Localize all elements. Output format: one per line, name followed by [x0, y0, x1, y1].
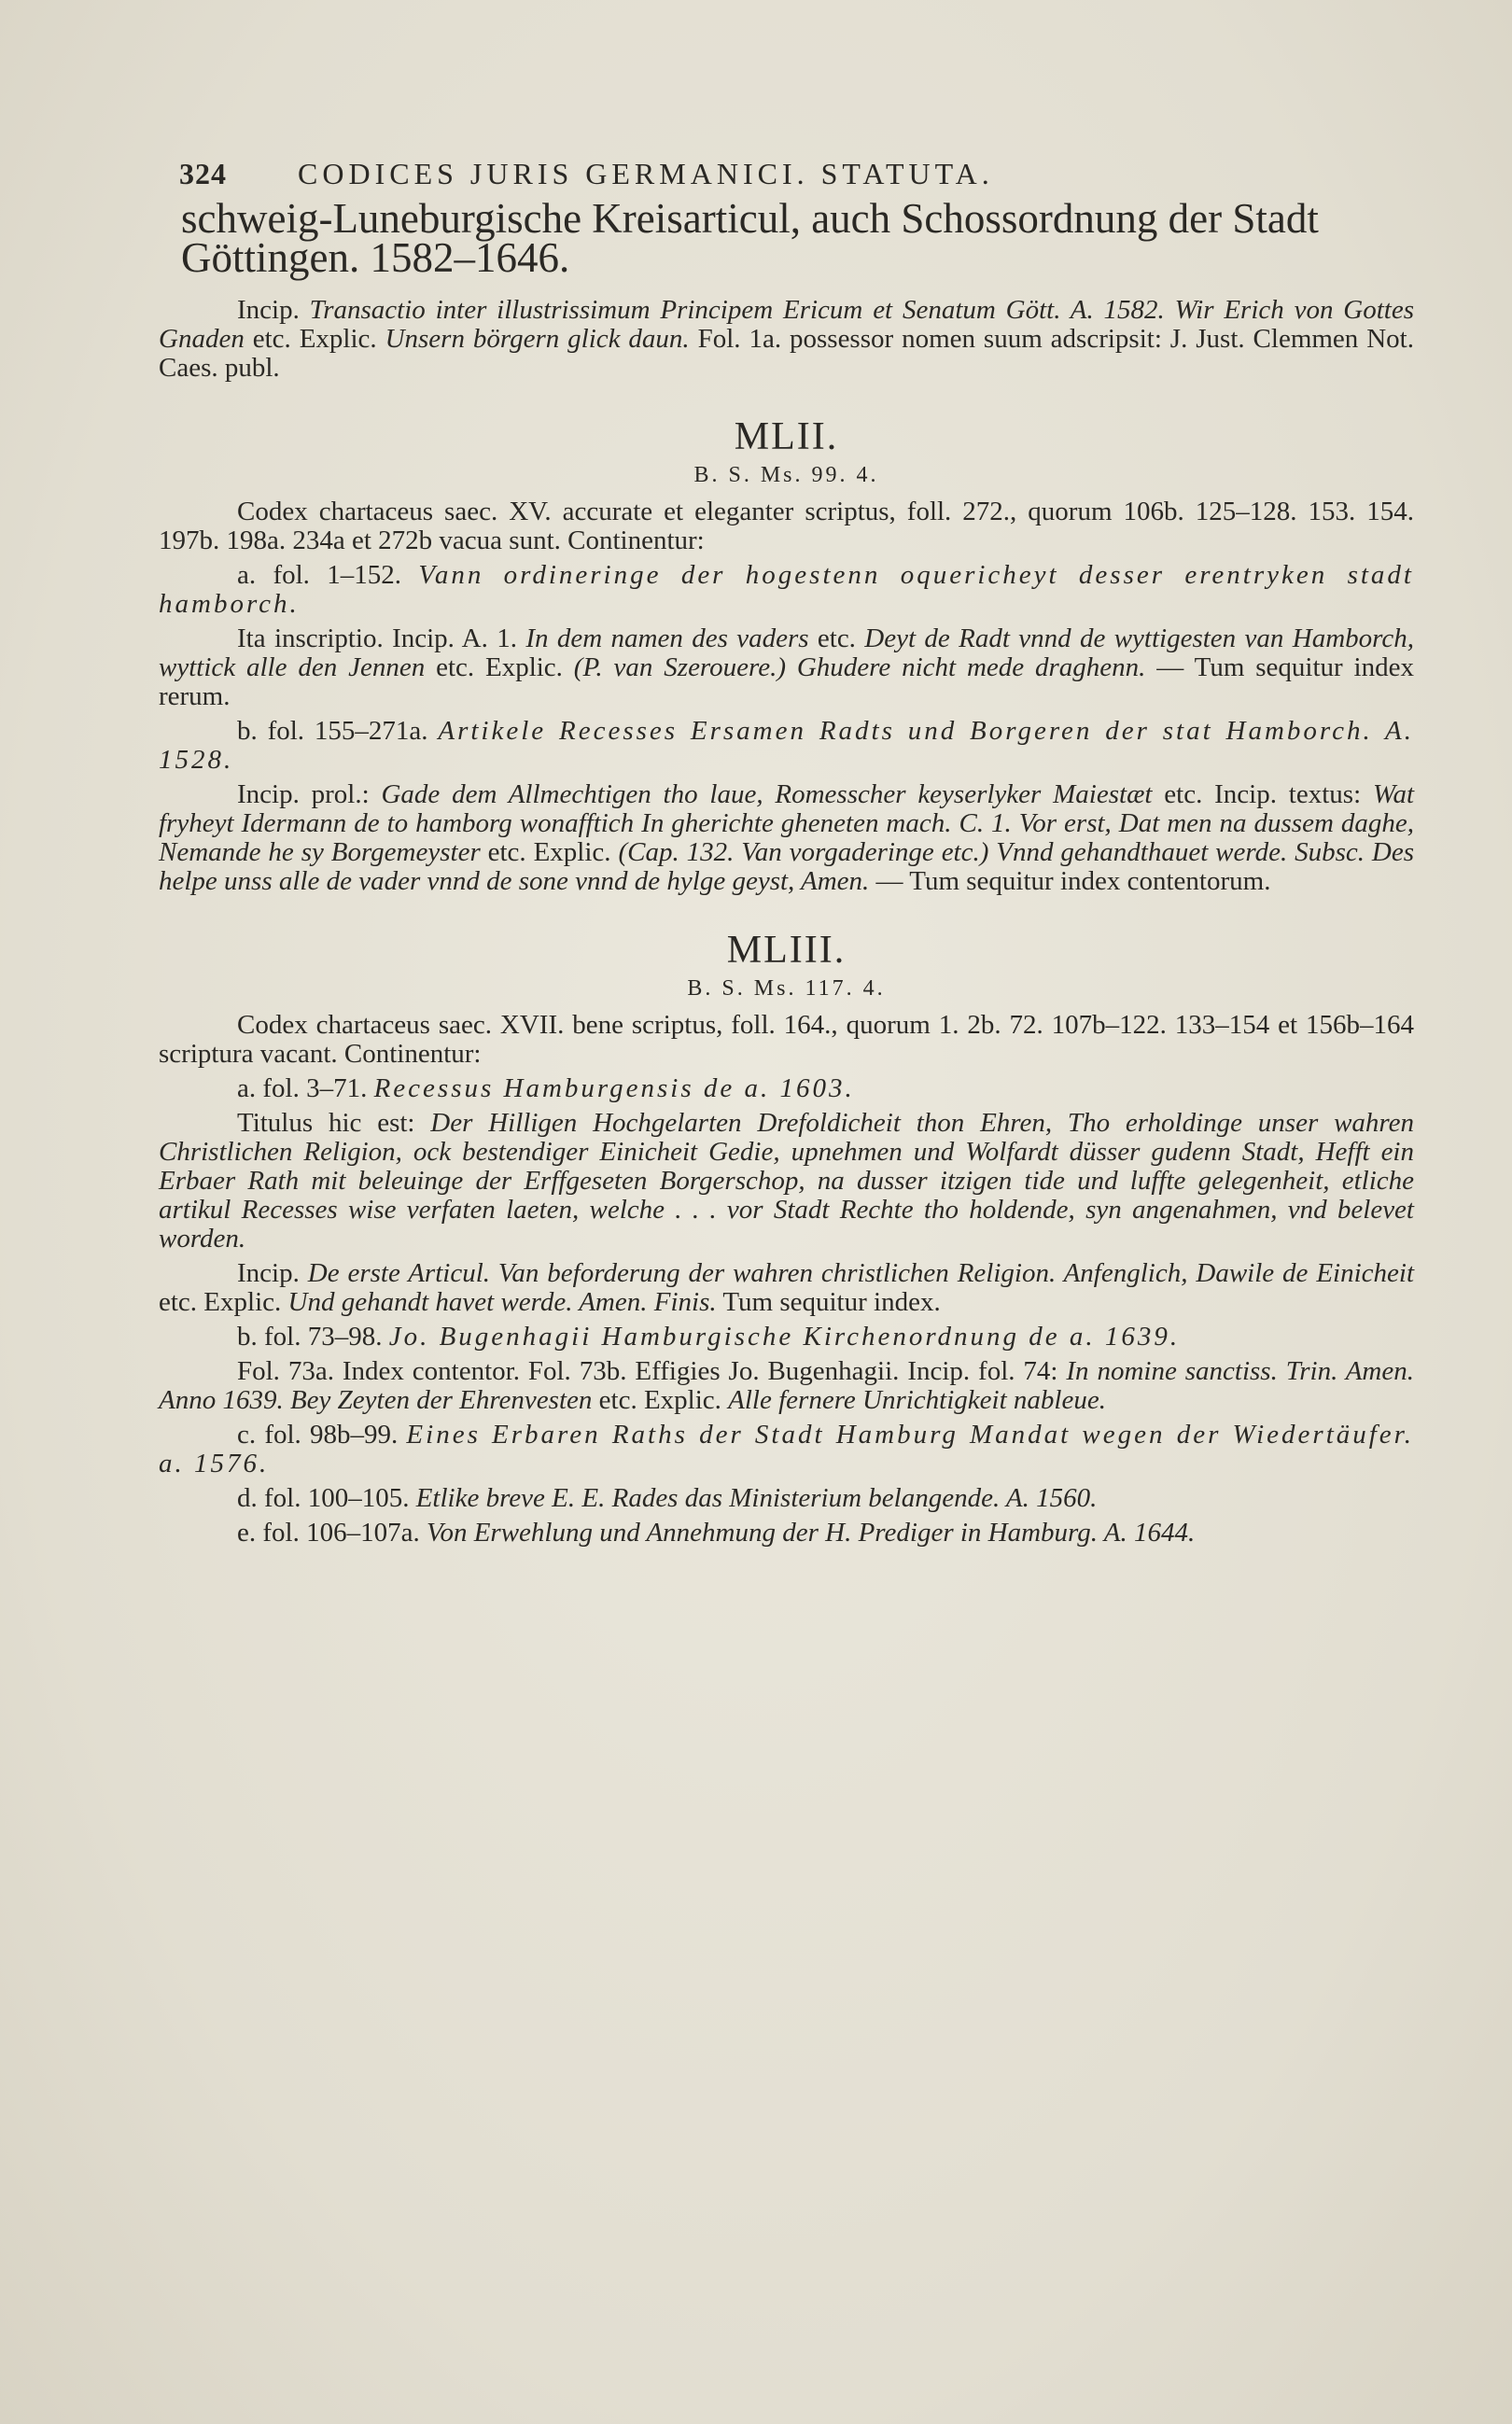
item-lead: c. fol. 98b–99. [237, 1420, 407, 1450]
incip-mid: etc. Explic. [244, 324, 385, 354]
codex-number-mliii: MLIII. [726, 929, 847, 972]
item-title: Vann ordineringe der hogestenn oquericheyt desser erentryken stadt hamborch. [159, 560, 1414, 619]
content-item-b [159, 717, 1414, 775]
content-item-d [159, 1484, 1414, 1513]
running-title: CODICES JURIS GERMANICI. STATUTA. [298, 157, 994, 190]
item-title: Eines Erbaren Raths der Stadt Hamburg Mandat wegen der Wiedertäufer. a. 1576. [159, 1420, 1414, 1478]
incip-text-2: Deyt de Radt vnnd de wyttigesten van Hamborch, wyttick alle den Jennen [159, 624, 1414, 682]
incip-tail: — Tum sequitur index contentorum. [869, 866, 1271, 896]
incip-tail: Tum sequitur index. [716, 1287, 941, 1317]
carryover-title: schweig-Luneburgische Kreisarticul, auch Schossordnung der Stadt Göttingen. 1582–1646. [181, 195, 1319, 281]
item-lead: d. fol. 100–105. [237, 1483, 416, 1513]
incip-text: De erste Articul. Van beforderung der wahren christlichen Religion. Anfenglich, Dawile de Einicheit [307, 1258, 1415, 1288]
item-a-incip [159, 624, 1414, 711]
item-a-title-para [159, 1109, 1414, 1254]
content-item-a [159, 1074, 1414, 1103]
item-title: Jo. Bugenhagii Hamburgische Kirchenordnung de a. 1639. [388, 1322, 1181, 1352]
item-title: Recessus Hamburgensis de a. 1603. [373, 1073, 855, 1103]
incip-text: In nomine sanctiss. Trin. Amen. Anno 1639. Bey Zeyten der Ehrenvesten [159, 1356, 1414, 1415]
page-number: 324 [179, 157, 227, 190]
detail-lead: Fol. 73a. Index contentor. Fol. 73b. Effigies Jo. Bugenhagii. Incip. fol. 74: [237, 1356, 1067, 1386]
incip-lead: Incip. [237, 1258, 308, 1288]
running-header [179, 157, 1414, 191]
carryover-incip [159, 296, 1414, 383]
item-lead: a. fol. 1–152. [237, 560, 419, 590]
incip-lead: Incip. prol.: [237, 779, 382, 809]
incip-mid: etc. Explic. [159, 1287, 288, 1317]
incip-mid-2: etc. Explic. [480, 837, 619, 867]
item-title: Artikele Recesses Ersamen Radts und Borgeren der stat Hamborch. A. 1528. [159, 716, 1414, 775]
incip-text: In dem namen des vaders [525, 624, 809, 653]
incip-mid-2: etc. Explic. [425, 652, 574, 682]
item-lead: b. fol. 73–98. [237, 1322, 389, 1352]
codex-description: Codex chartaceus saec. XVII. bene scriptus, foll. 164., quorum 1. 2b. 72. 107b–122. 133–154 et 156b–164 scriptura vacant. Continentur: [159, 1010, 1414, 1069]
codex-description: Codex chartaceus saec. XV. accurate et eleganter scriptus, foll. 272., quorum 106b. 125–128. 153. 154. 197b. 198a. 234a et 272b vacua sunt. Continentur: [159, 497, 1414, 555]
title-text: Der Hilligen Hochgelarten Drefoldicheit thon Ehren, Tho erholdinge unser wahren Christlichen Religion, ock bestendiger Einicheit Gedie, upnehmen und Wolfardt düsser gudenn Stadt, Hefft ein Erbaer Rath mit beleuinge der Erffgeseten Borgerschop, na dusser itzigen tide und luffte gelegenheit, etliche artikul Recesses wise verfaten laeten, welche . . . vor Stadt Rechte tho holdende, syn angenahmen, vnd belevet worden. [159, 1108, 1414, 1254]
incip-tail: Fol. 1a. possessor nomen suum adscripsit: J. Just. Clemmen Not. Caes. publ. [159, 324, 1414, 383]
explic-text: Unsern börgern glick daun. [385, 324, 690, 354]
prol-text: Gade dem Allmechtigen tho laue, Romesscher keyserlyker Maiestæt [381, 779, 1153, 809]
incip-mid: etc. Incip. textus: [1152, 779, 1373, 809]
item-a-incip [159, 1259, 1414, 1317]
item-title: Etlike breve E. E. Rades das Ministerium belangende. A. 1560. [415, 1483, 1098, 1513]
item-b-detail [159, 1357, 1414, 1415]
incip-text: Transactio inter illustrissimum Principem Ericum et Senatum Gött. A. 1582. Wir Erich von Gottes Gnaden [159, 295, 1414, 354]
incip-lead: Incip. [237, 295, 310, 325]
item-lead: b. fol. 155–271a. [237, 716, 439, 746]
content-item-c [159, 1421, 1414, 1478]
incip-lead: Ita inscriptio. Incip. A. 1. [237, 624, 526, 653]
item-lead: e. fol. 106–107a. [237, 1518, 427, 1548]
item-lead: a. fol. 3–71. [237, 1073, 374, 1103]
text-block [159, 157, 1414, 1553]
title-lead: Titulus hic est: [237, 1108, 431, 1138]
explic-text: (P. van Szerouere.) Ghudere nicht mede draghenn. [573, 652, 1146, 682]
content-item-b [159, 1323, 1414, 1352]
shelfmark-mlii: B. S. Ms. 99. 4. [693, 463, 879, 487]
shelfmark-mliii: B. S. Ms. 117. 4. [687, 976, 886, 1001]
textus-text: Wat fryheyt Idermann de to hamborg wonafftich In gherichte gheneten mach. C. 1. Vor erst, Dat men na dussem daghe, Nemande he sy Borgemeyster [159, 779, 1415, 867]
explic-text: Und gehandt havet werde. Amen. Finis. [287, 1287, 717, 1317]
incip-tail: — Tum sequitur index rerum. [159, 652, 1414, 711]
content-item-a [159, 561, 1414, 619]
item-b-incip [159, 780, 1414, 896]
content-item-e [159, 1519, 1414, 1548]
incip-mid: etc. [808, 624, 865, 653]
explic-text: (Cap. 132. Van vorgaderinge etc.) Vnnd gehandthauet werde. Subsc. Des helpe unss alle de vader vnnd de sone vnnd de hylge geyst, Amen. [159, 837, 1414, 896]
codex-number-mlii: MLII. [734, 415, 839, 458]
explic-text: Alle fernere Unrichtigkeit nableue. [728, 1385, 1106, 1415]
item-title: Von Erwehlung und Annehmung der H. Prediger in Hamburg. A. 1644. [426, 1518, 1196, 1548]
incip-mid: etc. Explic. [592, 1385, 729, 1415]
